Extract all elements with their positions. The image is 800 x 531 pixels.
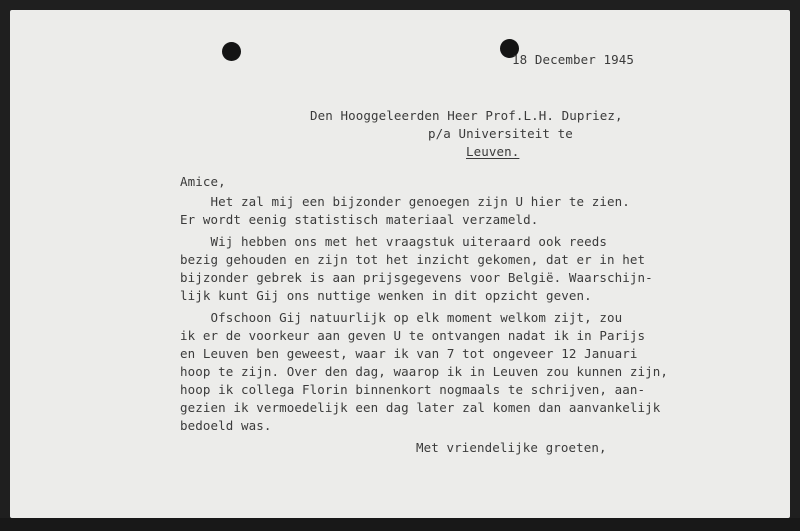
paragraph-3-line-3: en Leuven ben geweest, waar ik van 7 tot ongeveer 12 Januari: [180, 346, 638, 361]
paragraph-2-line-2: bezig gehouden en zijn tot het inzicht gekomen, dat er in het: [180, 252, 646, 267]
scan-border: [0, 518, 800, 531]
paragraph-2-line-1: Wij hebben ons met het vraagstuk uiteraard ook reeds: [180, 234, 608, 249]
paragraph-3-line-5: hoop ik collega Florin binnenkort nogmaals te schrijven, aan-: [180, 382, 646, 397]
letter-sheet: [10, 10, 790, 518]
addressee-city: Leuven.: [466, 144, 520, 159]
paragraph-3-line-7: bedoeld was.: [180, 418, 272, 433]
paragraph-3-line-2: ik er de voorkeur aan geven U te ontvangen nadat ik in Parijs: [180, 328, 646, 343]
addressee-line-2: p/a Universiteit te: [428, 126, 573, 141]
paragraph-2-line-3: bijzonder gebrek is aan prijsgegevens voor België. Waarschijn-: [180, 270, 653, 285]
salutation: Amice,: [180, 174, 226, 189]
addressee-line-1: Den Hooggeleerden Heer Prof.L.H. Dupriez,: [310, 108, 623, 123]
paragraph-3-line-4: hoop te zijn. Over den dag, waarop ik in Leuven zou kunnen zijn,: [180, 364, 669, 379]
letter-body: [10, 10, 790, 518]
letter-date: 18 December 1945: [512, 52, 635, 67]
paragraph-3-line-6: gezien ik vermoedelijk een dag later zal komen dan aanvankelijk: [180, 400, 661, 415]
paragraph-1-line-2: Er wordt eenig statistisch materiaal verzameld.: [180, 212, 539, 227]
paragraph-3-line-1: Ofschoon Gij natuurlijk op elk moment welkom zijt, zou: [180, 310, 623, 325]
closing: Met vriendelijke groeten,: [416, 440, 607, 455]
paragraph-1-line-1: Het zal mij een bijzonder genoegen zijn U hier te zien.: [180, 194, 630, 209]
paragraph-2-line-4: lijk kunt Gij ons nuttige wenken in dit opzicht geven.: [180, 288, 592, 303]
